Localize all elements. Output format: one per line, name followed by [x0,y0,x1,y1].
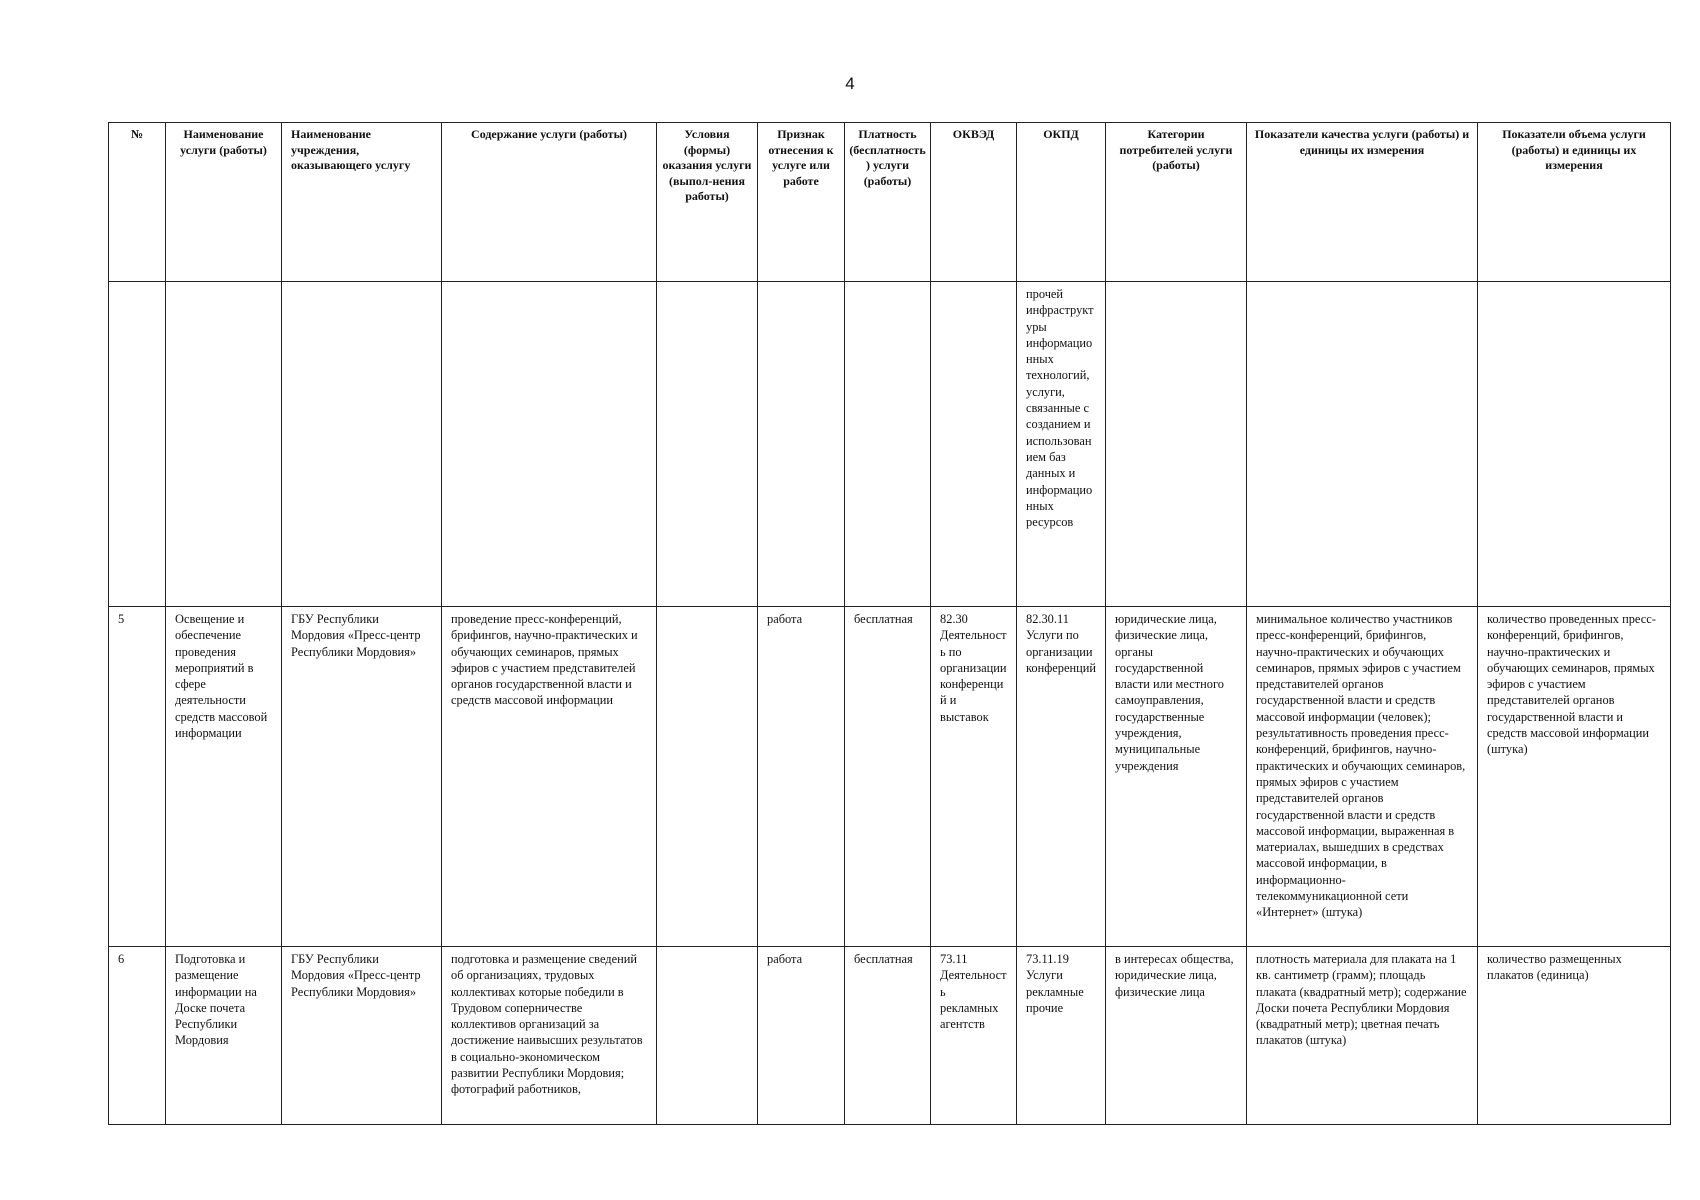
table-row [109,947,1671,1125]
cell-institution [282,282,442,607]
cell-volume: количество проведенных пресс-конференций, брифингов, научно-практических и обучающих семинаров, прямых эфиров с участием представителей органов государственной власти и средств массовой информации (штука) [1478,607,1671,947]
cell-conditions [657,282,758,607]
cell-okpd: прочей инфраструктуры информационных технологий, услуги, связанные с созданием и использованием баз данных и информационных ресурсов [1017,282,1106,607]
cell-volume [1478,282,1671,607]
cell-quality: минимальное количество участников пресс-конференций, брифингов, научно-практических и обучающих семинаров, прямых эфиров с участием представителей органов государственной власти и средств массовой информации (человек); результативность проведения пресс-конференций, брифингов, научно-практических и обучающих семинаров, прямых эфиров с участием представителей органов государственной власти и средств массовой информации, выраженная в материалах, вышедших в средствах массовой информации, в информационно-телекоммуникационной сети «Интернет» (штука) [1247,607,1478,947]
header-conditions: Условия (формы) оказания услуги (выпол-нения работы) [657,123,758,282]
cell-content: проведение пресс-конференций, брифингов, научно-практических и обучающих семинаров, прямых эфиров с участием представителей органов государственной власти и средств массовой информации [442,607,657,947]
header-volume: Показатели объема услуги (работы) и единицы их измерения [1478,123,1671,282]
cell-okpd: 73.11.19 Услуги рекламные прочие [1017,947,1106,1125]
table-header-row [109,123,1671,282]
cell-number: 6 [109,947,166,1125]
cell-consumers: юридические лица, физические лица, органы государственной власти или местного самоуправления, государственные учреждения, муниципальные учреждения [1106,607,1247,947]
cell-service-name: Освещение и обеспечение проведения мероприятий в сфере деятельности средств массовой информации [166,607,282,947]
cell-sign: работа [758,947,845,1125]
cell-sign: работа [758,607,845,947]
header-quality: Показатели качества услуги (работы) и единицы их измерения [1247,123,1478,282]
cell-okved: 82.30 Деятельность по организации конференций и выставок [931,607,1017,947]
header-payment: Платность (бесплатность) услуги (работы) [845,123,931,282]
cell-volume: количество размещенных плакатов (единица) [1478,947,1671,1125]
cell-number [109,282,166,607]
cell-institution: ГБУ Республики Мордовия «Пресс-центр Республики Мордовия» [282,607,442,947]
header-okpd: ОКПД [1017,123,1106,282]
cell-conditions [657,607,758,947]
cell-service-name [166,282,282,607]
header-okved: ОКВЭД [931,123,1017,282]
cell-content: подготовка и размещение сведений об организациях, трудовых коллективах которые победили в Трудовом соперничестве коллективов организаций за достижение наивысших результатов в социально-экономическом развитии Республики Мордовия; фотографий работников, [442,947,657,1125]
header-institution: Наименование учреждения, оказывающего услугу [282,123,442,282]
page-number: 4 [845,74,855,93]
header-number: № [109,123,166,282]
cell-okved [931,282,1017,607]
cell-conditions [657,947,758,1125]
header-sign: Признак отнесения к услуге или работе [758,123,845,282]
services-registry-table [108,122,1671,1125]
cell-consumers: в интересах общества, юридические лица, физические лица [1106,947,1247,1125]
cell-payment: бесплатная [845,947,931,1125]
cell-payment: бесплатная [845,607,931,947]
cell-service-name: Подготовка и размещение информации на Доске почета Республики Мордовия [166,947,282,1125]
table-row [109,282,1671,607]
header-content: Содержание услуги (работы) [442,123,657,282]
cell-okved: 73.11 Деятельность рекламных агентств [931,947,1017,1125]
cell-institution: ГБУ Республики Мордовия «Пресс-центр Республики Мордовия» [282,947,442,1125]
header-consumers: Категории потребителей услуги (работы) [1106,123,1247,282]
cell-payment [845,282,931,607]
cell-sign [758,282,845,607]
cell-number: 5 [109,607,166,947]
header-service-name: Наименование услуги (работы) [166,123,282,282]
table-row [109,607,1671,947]
cell-okpd: 82.30.11 Услуги по организации конференций [1017,607,1106,947]
cell-quality: плотность материала для плаката на 1 кв. сантиметр (грамм); площадь плаката (квадратный метр); содержание Доски почета Республики Мордовия (квадратный метр); цветная печать плакатов (штука) [1247,947,1478,1125]
cell-consumers [1106,282,1247,607]
cell-quality [1247,282,1478,607]
cell-content [442,282,657,607]
